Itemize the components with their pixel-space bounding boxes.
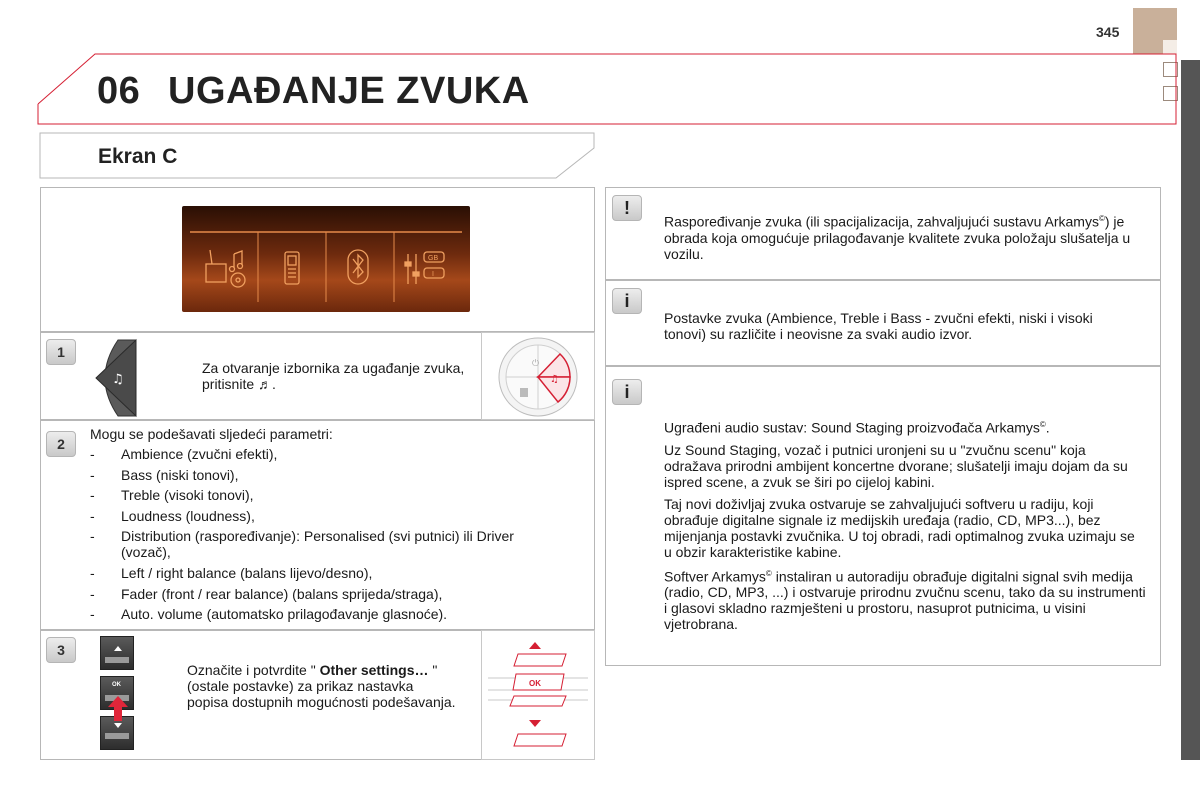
step3-badge: 3: [46, 637, 76, 663]
press-arrow-icon: [107, 696, 129, 722]
chapter-title: UGAĐANJE ZVUKA: [168, 70, 530, 112]
sources-icon: [206, 250, 245, 287]
music-note-icon: ♫: [112, 372, 124, 387]
list-item: - Ambience (zvučni efekti),: [90, 446, 530, 462]
step3-text: Označite i potvrdite " Other settings… " (ostale postavke) za prikaz nastavka popisa dostupnih mogućnosti podešavanja.: [187, 662, 456, 710]
side-thumb-bar: [1181, 60, 1200, 760]
audio-menu-screen: [182, 206, 470, 312]
music-button[interactable]: [92, 338, 142, 418]
list-item: - Bass (niski tonovi),: [90, 467, 530, 483]
svg-text:⏻: ⏻: [532, 359, 540, 369]
control-dial: [484, 336, 592, 418]
ok-navigation-diagram: [484, 634, 592, 758]
arkamys-note-text: Ugrađeni audio sustav: Sound Staging proizvođača Arkamys©. Uz Sound Staging, vozač i putnici uronjeni su u "zvučnu scenu" koja odražava prirodni ambijent koncertne dvorane; slušatelji imaju dojam da su ispred scene, a zvuk se širi po cijeloj kabini. Taj novi doživljaj zvuka ostvaruje se zahvaljujući softveru u radiju, koji obrađuje digitalne signale iz medijskih uređaja (radio, CD, MP3...), bez mijenjanja postavki zvučnika. U toj obradi, radi optimalnog zvuka uzimaju se u obzir karakteristike kabine. Softver Arkamys© instaliran u autoradiju obrađuje digitalni signal svih medija (radio, CD, MP3, ...) i ostvaruje prirodnu zvučnu scenu, tako da su instrumenti i glasovi skladno razmješteni u prostoru, nasuprot putnicima, u visini vjetrobrana.: [664, 419, 1146, 633]
chapter-number: 06: [97, 70, 141, 112]
info-icon: i: [612, 288, 642, 314]
info-note-text: Postavke zvuka (Ambience, Treble i Bass - zvučni efekti, niski i visoki tonovi) su različite i neovisne za svaki audio izvor.: [664, 310, 1093, 342]
up-button[interactable]: [100, 636, 134, 670]
up-arrow-icon: [529, 642, 541, 649]
list-item: - Fader (front / rear balance) (balans sprijeda/straga),: [90, 586, 530, 602]
ok-button-label: OK: [112, 682, 121, 688]
section-title: Ekran C: [98, 145, 178, 168]
audio-settings-icon: [405, 252, 444, 284]
svg-text:OK: OK: [529, 679, 541, 688]
step2-intro: Mogu se podešavati sljedeći parametri:: [90, 426, 333, 442]
page-number: 345: [1096, 24, 1120, 40]
list-item: - Left / right balance (balans lijevo/desno),: [90, 565, 530, 581]
list-item: - Loudness (loudness),: [90, 508, 530, 524]
down-arrow-icon: [529, 720, 541, 727]
svg-text:I: I: [432, 271, 434, 278]
down-arrow-icon: [114, 723, 122, 728]
warning-note-text: Raspoređivanje zvuka (ili spacijalizacija, zahvaljujući sustavu Arkamys©) je obrada koja omogućuje prilagođavanje kvalitete zvuka položaju slušatelja u vozilu.: [664, 213, 1131, 262]
up-arrow-icon: [114, 646, 122, 651]
svg-text:♫: ♫: [550, 374, 559, 385]
list-item: - Distribution (raspoređivanje): Personalised (svi putnici) ili Driver (vozač),: [90, 528, 530, 560]
list-item: - Treble (visoki tonovi),: [90, 487, 530, 503]
parameter-list: [90, 446, 530, 627]
svg-text:GB: GB: [428, 255, 439, 262]
list-item: - Auto. volume (automatsko prilagođavanje glasnoće).: [90, 606, 530, 622]
bluetooth-icon: [348, 250, 368, 284]
info-icon: i: [612, 379, 642, 405]
step1-badge: 1: [46, 339, 76, 365]
warning-icon: !: [612, 195, 642, 221]
step2-badge: 2: [46, 431, 76, 457]
step1-text: Za otvaranje izbornika za ugađanje zvuka, pritisnite ♬.: [202, 360, 465, 392]
phone-icon: [285, 252, 299, 284]
